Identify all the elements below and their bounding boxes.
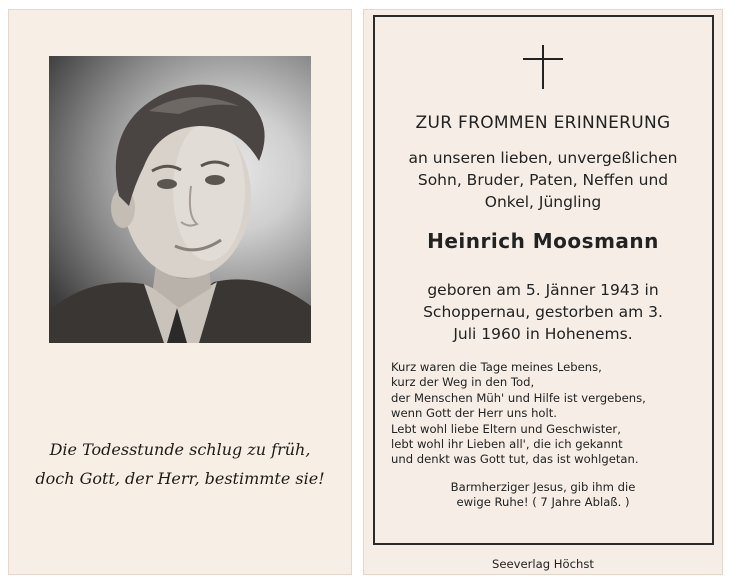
dates-line: geboren am 5. Jänner 1943 in	[427, 281, 659, 299]
deceased-name: Heinrich Moosmann	[427, 229, 659, 253]
dates-line: Schoppernau, gestorben am 3.	[423, 303, 663, 321]
prayer-line: ewige Ruhe! ( 7 Jahre Ablaß. )	[456, 495, 630, 509]
heading: ZUR FROMMEN ERINNERUNG	[415, 113, 671, 133]
poem-line: lebt wohl ihr Lieben all', die ich gekannt	[391, 437, 623, 452]
poem-line: wenn Gott der Herr uns holt.	[391, 406, 557, 421]
portrait-photo	[49, 56, 311, 343]
quote-line-2: doch Gott, der Herr, bestimmte sie!	[35, 469, 325, 488]
intro-line: an unseren lieben, unvergeßlichen	[408, 149, 678, 167]
memorial-card-front	[8, 9, 352, 575]
intro-line: Onkel, Jüngling	[484, 193, 602, 211]
memorial-card-back	[363, 9, 723, 575]
dates-line: Juli 1960 in Hohenems.	[453, 325, 633, 343]
portrait-illustration	[49, 56, 311, 343]
cross-icon	[521, 43, 565, 91]
publisher-imprint: Seeverlag Höchst	[492, 557, 594, 571]
poem-line: der Menschen Müh' und Hilfe ist vergebens,	[391, 390, 646, 405]
left-quote	[8, 435, 352, 493]
quote-line-1: Die Todesstunde schlug zu früh,	[49, 440, 311, 459]
poem-line: Lebt wohl liebe Eltern und Geschwister,	[391, 421, 621, 436]
poem-line: kurz der Weg in den Tod,	[391, 375, 535, 390]
prayer-line: Barmherziger Jesus, gib ihm die	[450, 480, 636, 494]
intro-line: Sohn, Bruder, Paten, Neffen und	[417, 171, 669, 189]
poem-line: Kurz waren die Tage meines Lebens,	[391, 360, 602, 374]
poem	[391, 360, 646, 468]
poem-line: und denkt was Gott tut, das ist wohlgetan.	[391, 452, 639, 467]
